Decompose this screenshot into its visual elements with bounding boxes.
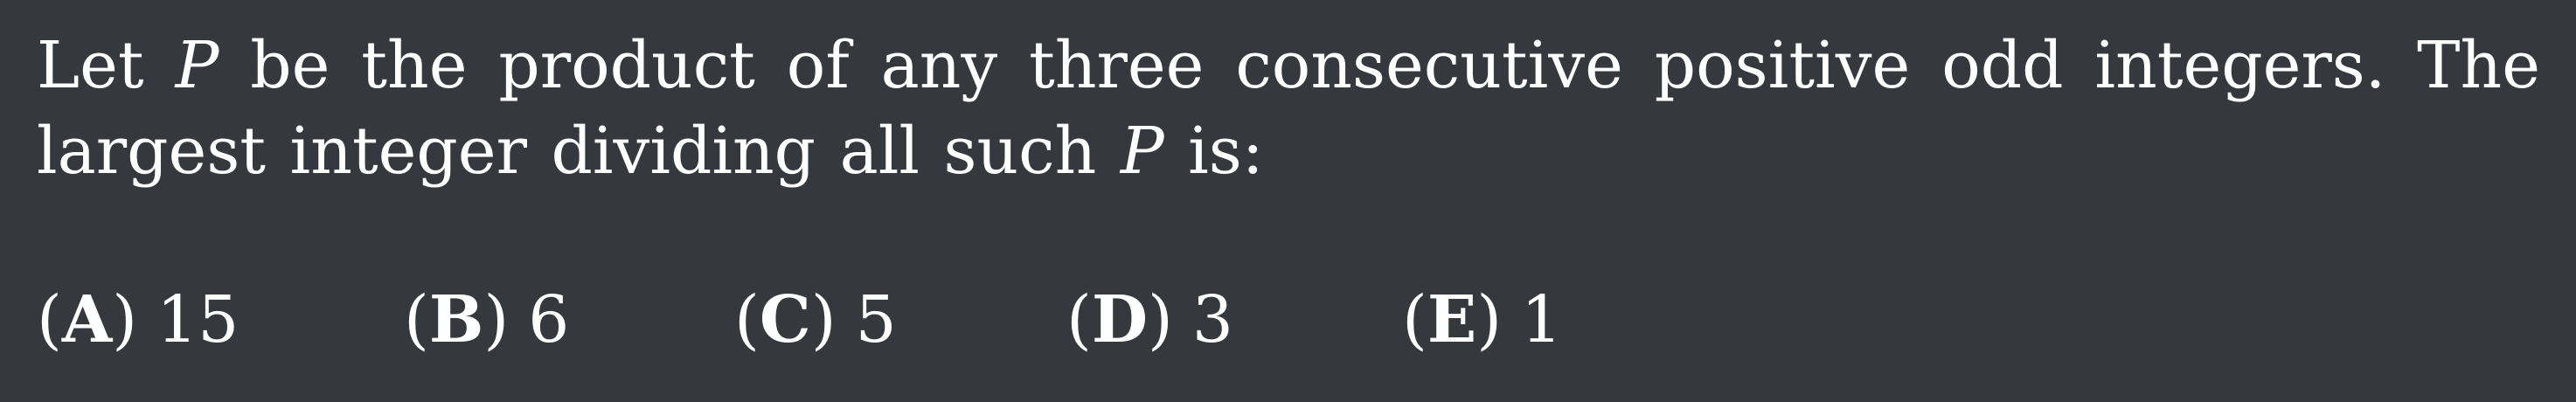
choice-e[interactable] [1402,282,1612,357]
close-paren: ) [483,282,510,357]
choice-b[interactable] [404,282,734,357]
problem-text-2: be the product of any three consecutive positive odd integers. The largest integer dividing all such [37,28,2540,189]
choice-letter: D [1091,282,1149,357]
variable-p: P [1120,114,1164,189]
close-paren: ) [1476,282,1503,357]
variable-p: P [175,28,219,103]
choice-letter: B [428,282,484,357]
close-paren: ) [1148,282,1173,357]
choice-letter: E [1427,282,1477,357]
choice-letter: A [61,282,113,357]
problem-text-1: Let [37,28,176,103]
choice-a[interactable] [37,282,404,357]
choice-value: 5 [855,282,897,357]
problem-text-3: is: [1163,114,1264,189]
choice-d[interactable] [1066,282,1402,357]
choice-letter: C [759,282,811,357]
open-paren: ( [37,282,62,357]
choice-value: 15 [156,282,240,357]
close-paren: ) [112,282,138,357]
choice-value: 6 [528,282,570,357]
choice-c[interactable] [734,282,1066,357]
open-paren: ( [1066,282,1092,357]
answer-choices [37,276,1612,364]
open-paren: ( [404,282,429,357]
open-paren: ( [734,282,760,357]
close-paren: ) [810,282,837,357]
problem-statement [37,23,2540,194]
choice-value: 3 [1191,282,1234,357]
open-paren: ( [1402,282,1427,357]
choice-value: 1 [1521,282,1563,357]
